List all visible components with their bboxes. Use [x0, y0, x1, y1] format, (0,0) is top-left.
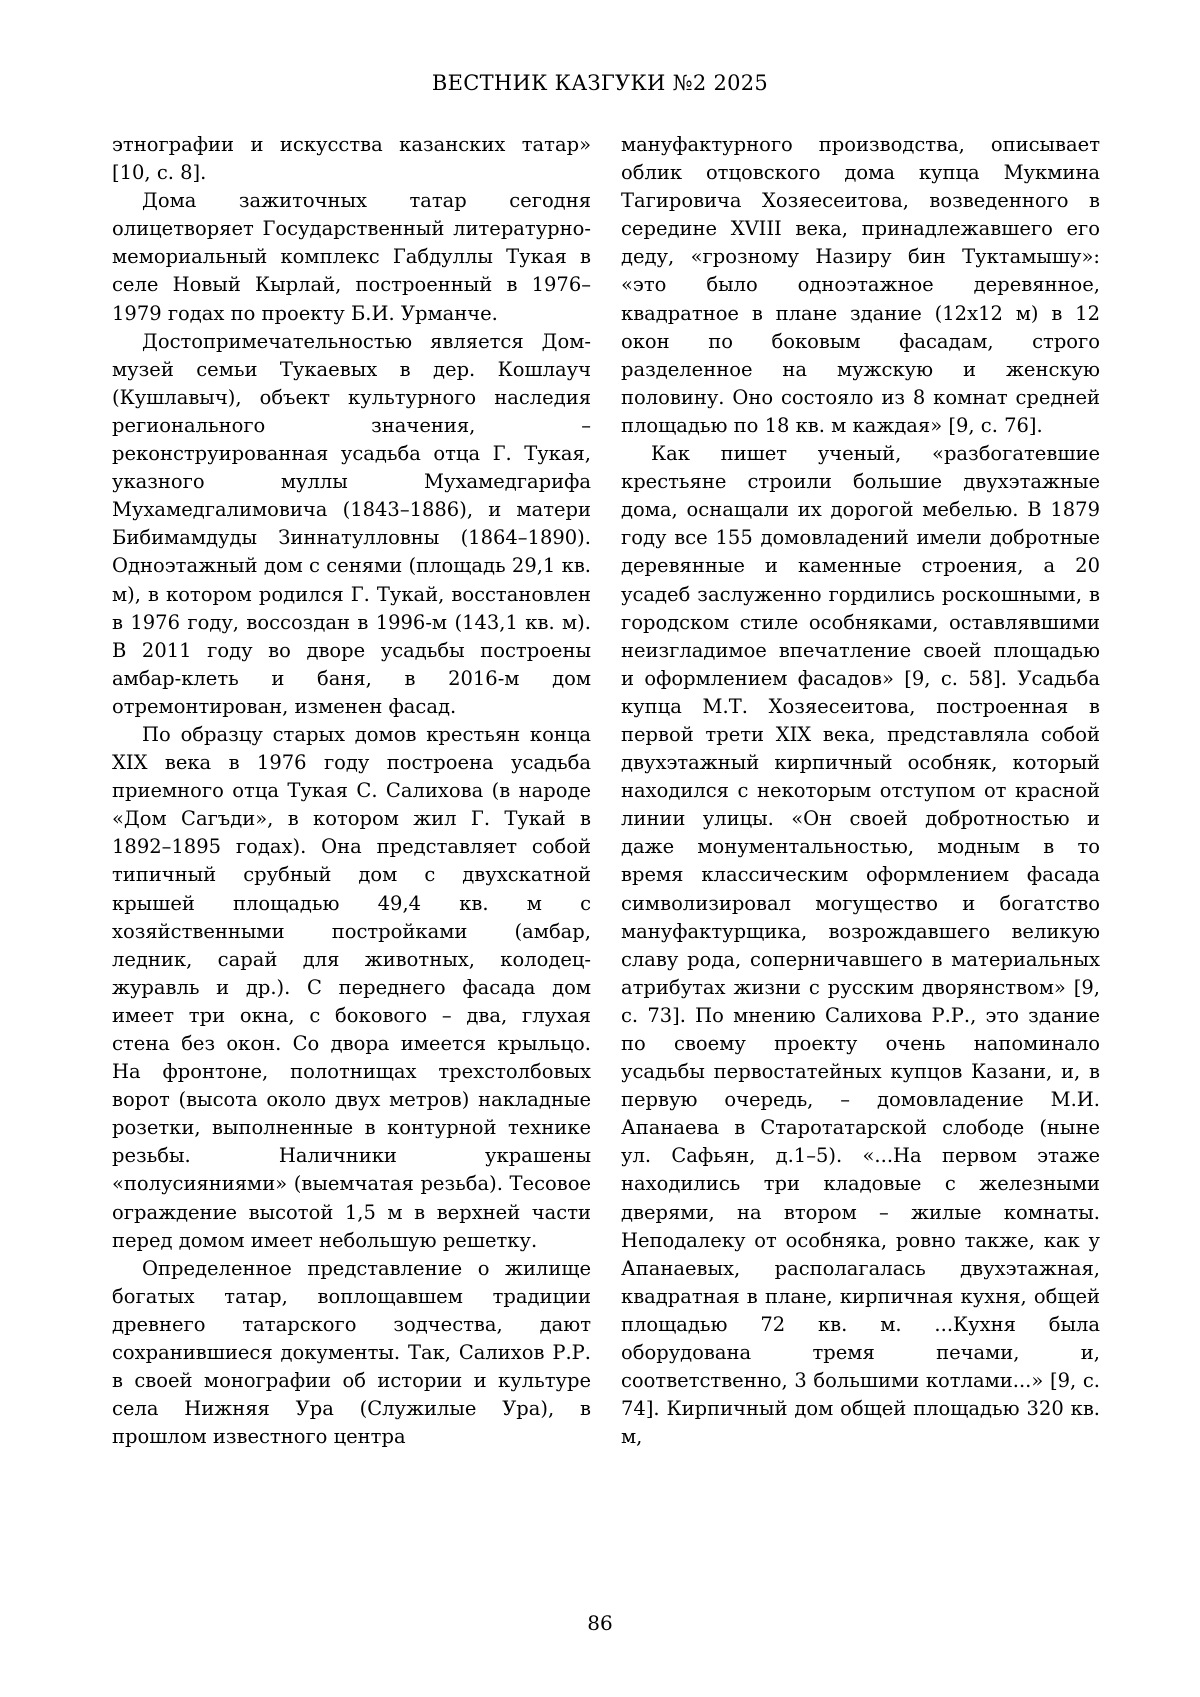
- paragraph: этнографии и искусства казанских татар» [10, с. 8].: [112, 133, 591, 185]
- paragraph: Дома зажиточных татар сегодня олицетворяет Государственный литературно-мемориальный комплекс Габдуллы Тукая в селе Новый Кырлай, построенный в 1976–1979 годах по проекту Б.И. Урманче.: [112, 189, 591, 325]
- paragraph: Как пишет ученый, «разбогатевшие крестьяне строили большие двухэтажные дома, оснащали их дорогой мебелью. В 1879 году все 155 домовладений имели добротные деревянные и каменные строения, а 20 усадеб заслуженно гордились роскошными, в городском стиле особняками, оставлявшими неизгладимое впечатление своей площадью и оформлением фасадов» [9, с. 58]. Усадьба купца М.Т. Хозяесеитова, построенная в первой трети XIX века, представляла собой двухэтажный кирпичный особняк, который находился с некоторым отступом от красной линии улицы. «Он своей добротностью и даже монументальностью, модным в то время классическим оформлением фасада символизировал могущество и богатство мануфактурщика, возрождавшего великую славу рода, соперничавшего в материальных атрибутах жизни с русским дворянством» [9, с. 73]. По мнению Салихова Р.Р., это здание по своему проекту очень напоминало усадьбы первостатейных купцов Казани, и, в первую очередь, – домовладение М.И. Апанаева в Старотатарской слободе (ныне ул. Сафьян, д.1–5). «...На первом этаже находились три кладовые с железными дверями, на втором – жилые комнаты. Неподалеку от особняка, ровно также, как у Апанаевых, располагалась двухэтажная, квадратная в плане, кирпичная кухня, общей площадью 72 кв. м. ...Кухня была оборудована тремя печами, и, соответственно, 3 большими котлами...» [9, с. 74]. Кирпичный дом общей площадью 320 кв. м,: [621, 442, 1100, 1449]
- paragraph: Достопримечательностью является Дом-музей семьи Тукаевых в дер. Кошлауч (Кушлавыч), объект культурного наследия регионального значения, – реконструированная усадьба отца Г. Тукая, указного муллы Мухамедгарифа Мухамедгалимовича (1843–1886), и матери Бибимамдуды Зиннатулловны (1864–1890). Одноэтажный дом с сенями (площадь 29,1 кв. м), в котором родился Г. Тукай, восстановлен в 1976 году, воссоздан в 1996-м (143,1 кв. м). В 2011 году во дворе усадьбы построены амбар-клеть и баня, в 2016-м дом отремонтирован, изменен фасад.: [112, 329, 591, 718]
- journal-header: ВЕСТНИК КАЗГУКИ №2 2025: [431, 71, 769, 95]
- paragraph: мануфактурного производства, описывает облик отцовского дома купца Мукмина Тагировича Хозяесеитова, возведенного в середине XVIII века, принадлежавшего его деду, «грозному Назиру бин Туктамышу»: «это было одноэтажное деревянное, квадратное в плане здание (12х12 м) в 12 окон по боковым фасадам, строго разделенное на мужскую и женскую половину. Оно состояло из 8 комнат средней площадью по 18 кв. м каждая» [9, с. 76].: [621, 133, 1100, 437]
- right-column: [621, 131, 1100, 1451]
- page-number: 86: [587, 1611, 613, 1635]
- paragraph: Определенное представление о жилище богатых татар, воплощавшем традиции древнего татарского зодчества, дают сохранившиеся документы. Так, Салихов Р.Р. в своей монографии об истории и культуре села Нижняя Ура (Служилые Ура), в прошлом известного центра: [112, 1256, 591, 1449]
- left-column: [112, 131, 591, 1451]
- paragraph: По образцу старых домов крестьян конца XIX века в 1976 году построена усадьба приемного отца Тукая С. Салихова (в народе «Дом Сагъди», в котором жил Г. Тукай в 1892–1895 годах). Она представляет собой типичный срубный дом с двухскатной крышей площадью 49,4 кв. м с хозяйственными постройками (амбар, ледник, сарай для животных, колодец-журавль и др.). С переднего фасада дом имеет три окна, с бокового – два, глухая стена без окон. Со двора имеется крыльцо. На фронтоне, полотнищах трехстолбовых ворот (высота около двух метров) накладные розетки, выполненные в контурной технике резьбы. Наличники украшены «полусияниями» (выемчатая резьба). Тесовое ограждение высотой 1,5 м в верхней части перед домом имеет небольшую решетку.: [112, 722, 591, 1252]
